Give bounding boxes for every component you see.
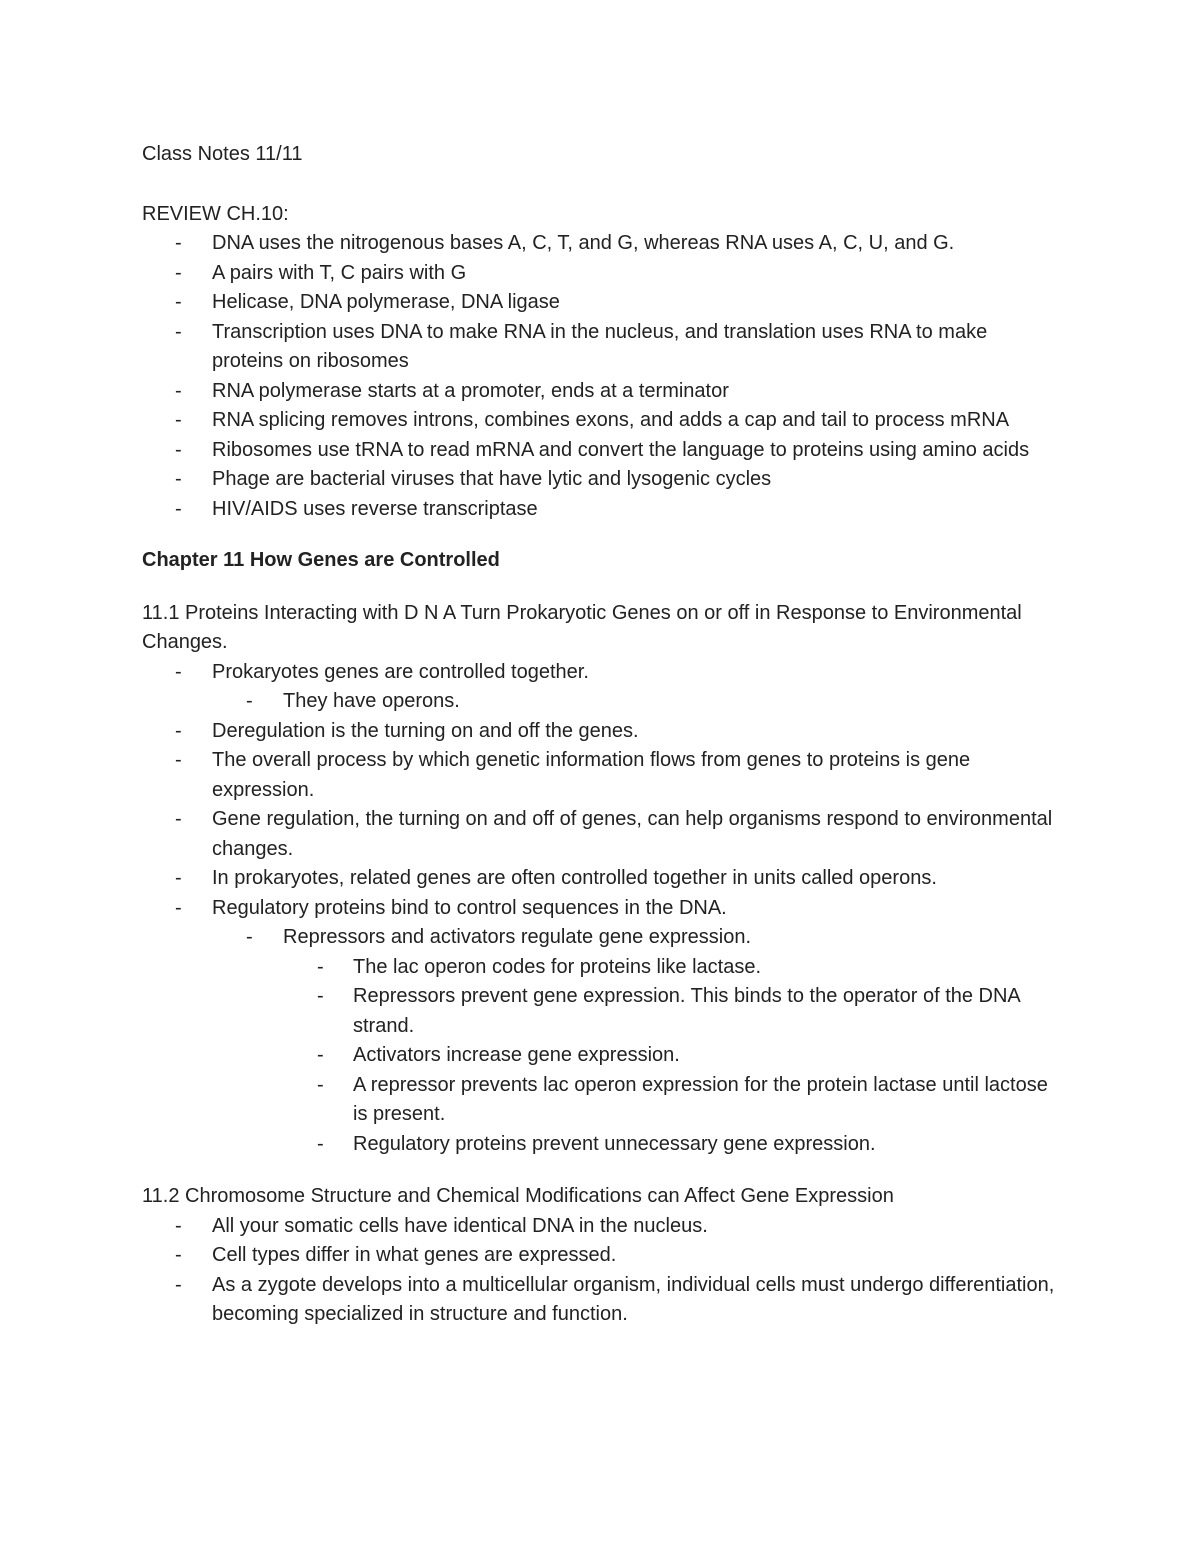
review-list <box>142 229 1062 524</box>
list-item-text: A pairs with T, C pairs with G <box>212 261 467 284</box>
bullet-dash: - <box>246 690 253 712</box>
list-item <box>142 259 1062 289</box>
section-heading-11-1: 11.1 Proteins Interacting with D N A Turn Prokaryotic Genes on or off in Response to Environmental Changes. <box>142 601 1022 653</box>
section-11-1-list <box>142 658 1062 1160</box>
bullet-dash: - <box>175 497 182 520</box>
bullet-dash: - <box>175 749 182 771</box>
list-item <box>142 805 1062 864</box>
list-item <box>142 318 1062 377</box>
list-item <box>142 1271 1062 1330</box>
list-item <box>142 465 1062 495</box>
review-heading: REVIEW CH.10: <box>142 202 289 225</box>
list-item <box>142 658 1062 688</box>
list-item <box>142 495 1062 525</box>
bullet-dash: - <box>175 719 182 742</box>
list-item <box>142 894 1062 924</box>
section-11-2-list <box>142 1212 1062 1330</box>
list-item-text: A repressor prevents lac operon expression for the protein lactase until lactose is present. <box>353 1073 1048 1125</box>
bullet-dash: - <box>317 1073 324 1096</box>
bullet-dash: - <box>175 409 182 431</box>
bullet-dash: - <box>175 867 182 889</box>
list-item-text: All your somatic cells have identical DNA in the nucleus. <box>212 1214 708 1237</box>
list-item-text: RNA polymerase starts at a promoter, ends at a terminator <box>212 379 729 402</box>
page-title: Class Notes 11/11 <box>142 143 303 165</box>
list-item-text: Deregulation is the turning on and off the genes. <box>212 719 639 742</box>
list-item <box>142 864 1062 894</box>
list-item <box>142 377 1062 407</box>
list-item-text: DNA uses the nitrogenous bases A, C, T, and G, whereas RNA uses A, C, U, and G. <box>212 232 955 254</box>
list-item <box>142 982 1062 1041</box>
bullet-dash: - <box>246 926 253 948</box>
list-item <box>142 717 1062 747</box>
list-item-text: The lac operon codes for proteins like lactase. <box>353 955 761 978</box>
list-item-text: Helicase, DNA polymerase, DNA ligase <box>212 291 560 313</box>
bullet-dash: - <box>175 232 182 254</box>
bullet-dash: - <box>175 468 182 490</box>
bullet-dash: - <box>175 660 182 683</box>
list-item <box>142 1071 1062 1130</box>
chapter-heading: Chapter 11 How Genes are Controlled <box>142 549 500 571</box>
list-item-text: As a zygote develops into a multicellular organism, individual cells must undergo differentiation, becoming specialized in structure and function. <box>212 1273 1055 1325</box>
bullet-dash: - <box>175 1244 182 1266</box>
bullet-dash: - <box>175 1214 182 1237</box>
bullet-dash: - <box>317 955 324 978</box>
list-item <box>142 406 1062 436</box>
list-item <box>142 288 1062 318</box>
list-item <box>142 1130 1062 1160</box>
list-item <box>142 1212 1062 1242</box>
list-item <box>142 746 1062 805</box>
list-item-text: RNA splicing removes introns, combines exons, and adds a cap and tail to process mRNA <box>212 409 1010 431</box>
list-item <box>142 923 1062 953</box>
list-item-text: Cell types differ in what genes are expressed. <box>212 1244 617 1266</box>
list-item-text: Regulatory proteins bind to control sequences in the DNA. <box>212 896 727 919</box>
bullet-dash: - <box>175 291 182 313</box>
list-item-text: Prokaryotes genes are controlled together. <box>212 660 589 683</box>
list-item-text: Ribosomes use tRNA to read mRNA and convert the language to proteins using amino acids <box>212 438 1030 461</box>
list-item <box>142 1241 1062 1271</box>
list-item-text: The overall process by which genetic information flows from genes to proteins is gene expression. <box>212 749 971 801</box>
list-item-text: Phage are bacterial viruses that have lytic and lysogenic cycles <box>212 468 772 490</box>
list-item-text: Regulatory proteins prevent unnecessary gene expression. <box>353 1132 876 1155</box>
list-item <box>142 1041 1062 1071</box>
bullet-dash: - <box>175 896 182 919</box>
bullet-dash: - <box>317 985 324 1007</box>
list-item <box>142 436 1062 466</box>
bullet-dash: - <box>317 1132 324 1155</box>
section-heading-11-2: 11.2 Chromosome Structure and Chemical Modifications can Affect Gene Expression <box>142 1185 894 1207</box>
list-item <box>142 229 1062 259</box>
list-item-text: Transcription uses DNA to make RNA in the nucleus, and translation uses RNA to make proteins on ribosomes <box>212 320 988 372</box>
list-item-text: Repressors prevent gene expression. This binds to the operator of the DNA strand. <box>353 985 1020 1037</box>
bullet-dash: - <box>317 1044 324 1066</box>
list-item-text: Repressors and activators regulate gene expression. <box>283 926 752 948</box>
list-item <box>142 687 1062 717</box>
list-item-text: In prokaryotes, related genes are often controlled together in units called operons. <box>212 867 937 889</box>
bullet-dash: - <box>175 1273 182 1296</box>
list-item <box>142 953 1062 983</box>
bullet-dash: - <box>175 438 182 461</box>
bullet-dash: - <box>175 379 182 402</box>
bullet-dash: - <box>175 808 182 830</box>
bullet-dash: - <box>175 261 182 284</box>
list-item-text: Activators increase gene expression. <box>353 1044 680 1066</box>
bullet-dash: - <box>175 320 182 343</box>
list-item-text: Gene regulation, the turning on and off of genes, can help organisms respond to environmental changes. <box>212 808 1053 860</box>
document-body <box>142 140 1062 1330</box>
list-item-text: HIV/AIDS uses reverse transcriptase <box>212 497 538 520</box>
list-item-text: They have operons. <box>283 690 460 712</box>
